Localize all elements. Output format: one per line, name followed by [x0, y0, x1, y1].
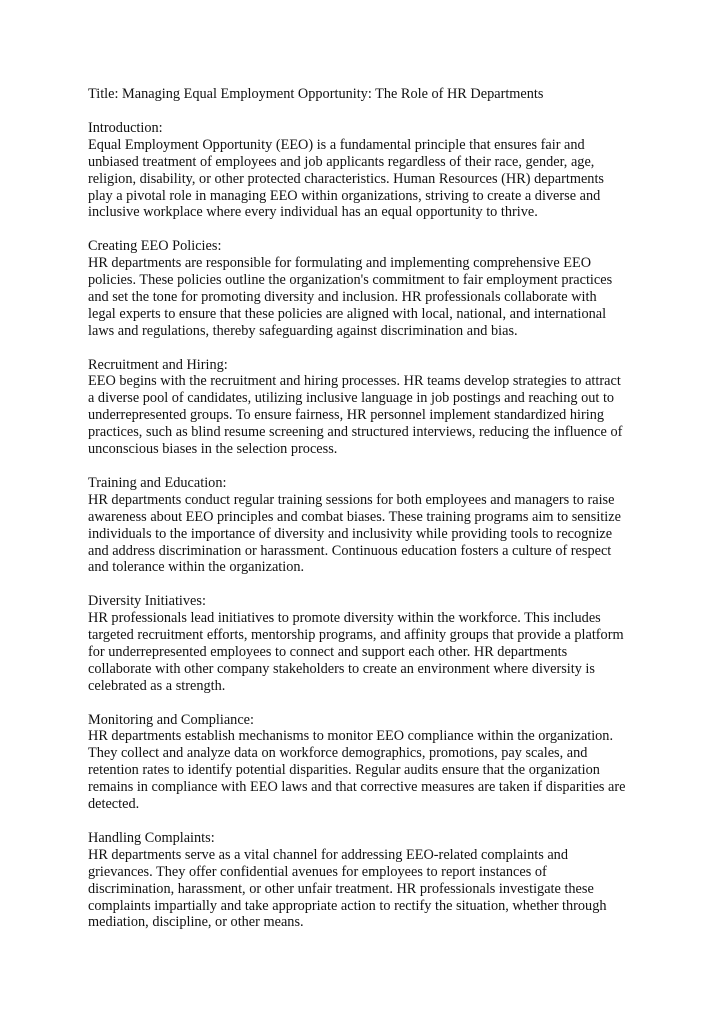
section-training-and-education	[88, 475, 648, 576]
body-line: remains in compliance with EEO laws and that corrective measures are taken if disparities are	[88, 779, 626, 796]
body-line: awareness about EEO principles and combat biases. These training programs aim to sensitize	[88, 508, 621, 525]
section-body	[88, 137, 648, 222]
body-line: a diverse pool of candidates, utilizing inclusive language in job postings and reaching out to	[88, 390, 615, 407]
body-line: discrimination, harassment, or other unfair treatment. HR professionals investigate these	[88, 880, 594, 897]
body-line: practices, such as blind resume screening and structured interviews, reducing the influence of	[88, 424, 623, 441]
section-heading: Recruitment and Hiring:	[88, 356, 228, 373]
body-line: They collect and analyze data on workforce demographics, promotions, pay scales, and	[88, 745, 588, 762]
body-line: unbiased treatment of employees and job applicants regardless of their race, gender, age,	[88, 153, 595, 170]
section-monitoring-and-compliance	[88, 712, 648, 813]
section-body	[88, 373, 648, 458]
section-heading: Monitoring and Compliance:	[88, 711, 254, 728]
body-line: unconscious biases in the selection process.	[88, 441, 338, 458]
body-line: retention rates to identify potential disparities. Regular audits ensure that the organization	[88, 762, 600, 779]
body-line: targeted recruitment efforts, mentorship programs, and affinity groups that provide a platform	[88, 627, 624, 644]
body-line: mediation, discipline, or other means.	[88, 914, 304, 931]
body-line: laws and regulations, thereby safeguarding against discrimination and bias.	[88, 322, 518, 339]
section-heading: Diversity Initiatives:	[88, 593, 206, 610]
section-body	[88, 255, 648, 340]
body-line: Equal Employment Opportunity (EEO) is a fundamental principle that ensures fair and	[88, 136, 585, 153]
body-line: play a pivotal role in managing EEO within organizations, striving to create a diverse and	[88, 187, 601, 204]
body-line: underrepresented groups. To ensure fairness, HR personnel implement standardized hiring	[88, 407, 605, 424]
body-line: HR departments are responsible for formulating and implementing comprehensive EEO	[88, 255, 592, 272]
document-title: Title: Managing Equal Employment Opportunity: The Role of HR Departments	[88, 86, 544, 102]
section-creating-eeo-policies	[88, 238, 648, 339]
body-line: celebrated as a strength.	[88, 677, 226, 694]
body-line: policies. These policies outline the organization's commitment to fair employment practices	[88, 272, 613, 289]
body-line: for underrepresented employees to connect and support each other. HR departments	[88, 643, 568, 660]
body-line: individuals to the importance of diversity and inclusivity while providing tools to recognize	[88, 525, 613, 542]
body-line: detected.	[88, 796, 140, 813]
section-heading: Handling Complaints:	[88, 829, 215, 846]
section-heading: Creating EEO Policies:	[88, 238, 222, 255]
body-line: legal experts to ensure that these policies are aligned with local, national, and international	[88, 305, 607, 322]
body-line: and address discrimination or harassment. Continuous education fosters a culture of respect	[88, 542, 612, 559]
body-line: EEO begins with the recruitment and hiring processes. HR teams develop strategies to attract	[88, 373, 621, 390]
section-body	[88, 610, 648, 695]
section-handling-complaints	[88, 830, 648, 931]
section-body	[88, 728, 648, 813]
body-line: inclusive workplace where every individual has an equal opportunity to thrive.	[88, 204, 538, 221]
body-line: and tolerance within the organization.	[88, 559, 305, 576]
body-line: HR professionals lead initiatives to promote diversity within the workforce. This includes	[88, 610, 601, 627]
document-page	[88, 86, 648, 948]
section-introduction	[88, 120, 648, 221]
body-line: HR departments establish mechanisms to monitor EEO compliance within the organization.	[88, 728, 614, 745]
body-line: complaints impartially and take appropriate action to rectify the situation, whether through	[88, 897, 607, 914]
body-line: grievances. They offer confidential avenues for employees to report instances of	[88, 863, 547, 880]
section-heading: Training and Education:	[88, 474, 227, 491]
section-heading: Introduction:	[88, 119, 163, 136]
body-line: religion, disability, or other protected characteristics. Human Resources (HR) departments	[88, 170, 604, 187]
body-line: and set the tone for promoting diversity and inclusion. HR professionals collaborate with	[88, 288, 597, 305]
section-diversity-initiatives	[88, 593, 648, 694]
body-line: HR departments conduct regular training sessions for both employees and managers to raise	[88, 491, 615, 508]
section-recruitment-and-hiring	[88, 357, 648, 458]
section-body	[88, 492, 648, 577]
section-body	[88, 847, 648, 932]
body-line: HR departments serve as a vital channel for addressing EEO-related complaints and	[88, 846, 568, 863]
body-line: collaborate with other company stakeholders to create an environment where diversity is	[88, 660, 595, 677]
